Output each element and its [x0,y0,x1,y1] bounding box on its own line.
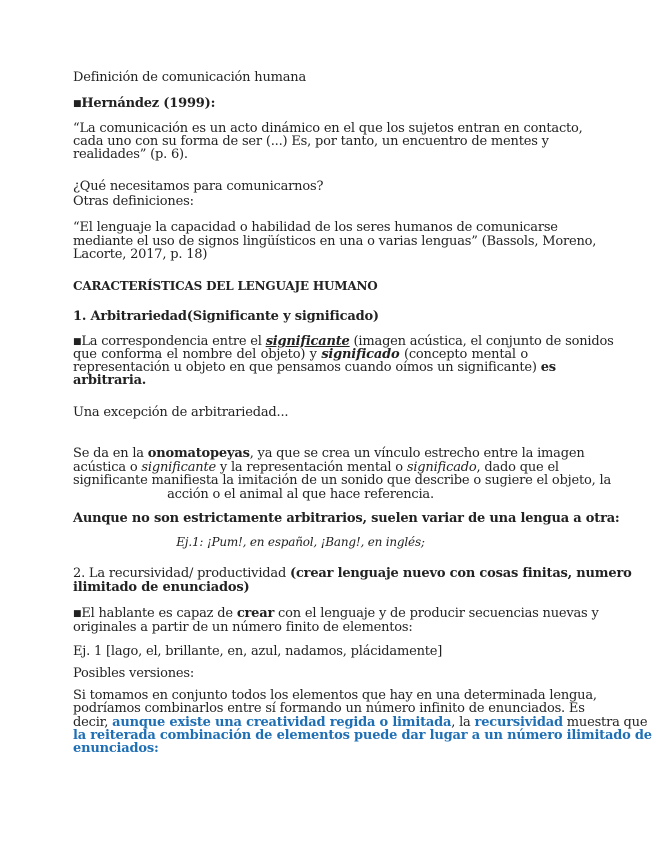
arbitrariedad-line: que conforma el nombre del objeto) y significado (concepto mental o [73,347,528,362]
recursividad-paragraph: decir, aunque existe una creatividad regida o limitada, la recursividad muestra que [73,715,648,730]
onomatopeya-line: Se da en la onomatopeyas, ya que se crea un vínculo estrecho entre la imagen [73,446,585,461]
arbitrariedad-line: ■La correspondencia entre el significante (imagen acústica, el conjunto de sonidos [73,334,614,349]
quote1-line: cada uno con su forma de ser (...) Es, por tanto, un encuentro de mentes y [73,134,549,149]
quote1-line: realidades” (p. 6). [73,147,188,162]
section-heading: CARACTERÍSTICAS DEL LENGUAJE HUMANO [73,279,378,293]
onomatopeyas-term: onomatopeyas [147,446,250,461]
recursividad-example: Ej. 1 [lago, el, brillante, en, azul, nadamos, plácidamente] [73,644,443,659]
source-author: ■Hernández (1999): [73,96,216,111]
bullet-icon: ■ [73,99,82,109]
onomatopeya-line: acción o el animal al que hace referencia. [167,487,434,502]
arbitrariedad-line: representación u objeto en que pensamos cuando oímos un significante) es [73,360,556,375]
recursividad-paragraph: Si tomamos en conjunto todos los elementos que hay en una determinada lengua, [73,688,597,703]
other-definitions: Otras definiciones: [73,194,194,209]
quote2-line: mediante el uso de signos lingüísticos en una o varias lenguas” (Bassols, Moreno, [73,234,597,249]
quote2-line: “El lenguaje la capacidad o habilidad de los seres humanos de comunicarse [73,220,558,235]
highlight-enunciados: enunciados: [73,741,159,756]
highlight-creatividad: aunque existe una creatividad regida o limitada [112,715,452,730]
highlight-recursividad: recursividad [474,715,563,730]
highlight-combinacion: la reiterada combinación de elementos puede dar lugar a un número ilimitado de [73,728,652,743]
arbitrariedad-line: arbitraria. [73,373,147,388]
quote1-line: “La comunicación es un acto dinámico en el que los sujetos entran en contacto, [73,121,583,136]
recursividad-paragraph: originales a partir de un número finito de elementos: [73,620,413,635]
significado-term: significado [321,347,400,362]
recursividad-heading: 2. La recursividad/ productividad (crear lenguaje nuevo con cosas finitas, numero [73,566,632,581]
possible-versions: Posibles versiones: [73,666,195,681]
question: ¿Qué necesitamos para comunicarnos? [73,179,324,194]
exception-intro: Una excepción de arbitrariedad... [73,405,289,420]
onomatopeya-line: significante manifiesta la imitación de un sonido que describe o sugiere el objeto, la [73,473,612,488]
bullet-icon: ■ [73,609,82,619]
page-title: Definición de comunicación humana [73,70,307,85]
significante-term: significante [265,334,350,349]
quote2-line: Lacorte, 2017, p. 18) [73,247,208,262]
arbitrariedad-heading: 1. Arbitrariedad(Significante y significado) [73,309,379,324]
onomatopeya-bold-statement: Aunque no son estrictamente arbitrarios, suelen variar de una lengua a otra: [73,511,620,526]
bullet-icon: ■ [73,337,82,347]
recursividad-paragraph: podríamos combinarlos entre sí formando un número infinito de enunciados. Es [73,701,585,716]
onomatopeya-line: acústica o significante y la representación mental o significado, dado que el [73,460,559,475]
recursividad-paragraph: ■El hablante es capaz de crear con el lenguaje y de producir secuencias nuevas y [73,606,599,621]
onomatopeya-example: Ej.1: ¡Pum!, en español, ¡Bang!, en inglés; [176,535,425,549]
recursividad-heading: ilimitado de enunciados) [73,580,250,595]
